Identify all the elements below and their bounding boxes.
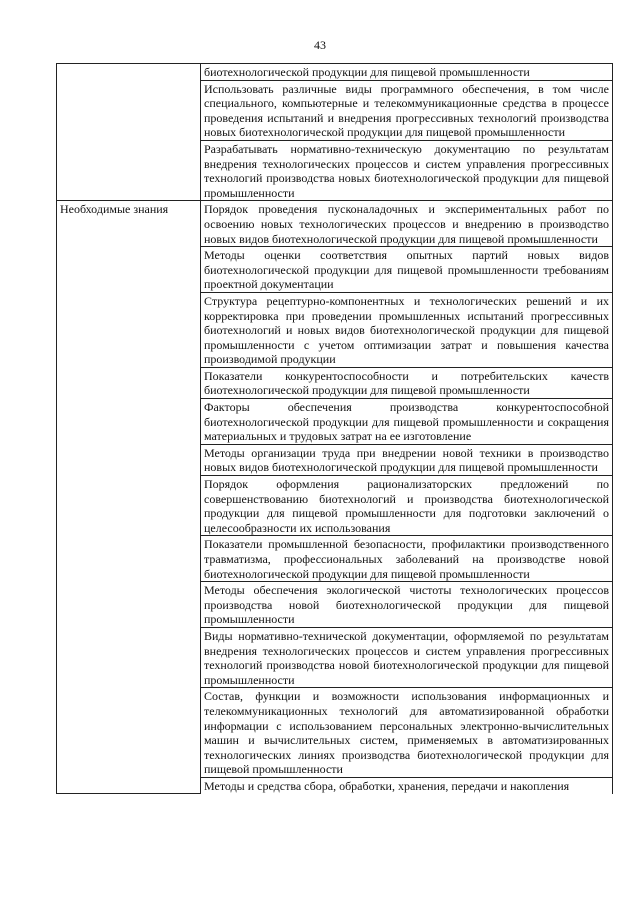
table-cell: Показатели конкурентоспособности и потребительских качеств биотехнологической продукции для пищевой промышленности bbox=[201, 367, 613, 398]
row-label-empty bbox=[57, 64, 201, 201]
table-cell: Методы обеспечения экологической чистоты технологических процессов производства новой биотехнологической продукции для пищевой промышленности bbox=[201, 582, 613, 628]
row-label-knowledge: Необходимые знания bbox=[57, 201, 201, 794]
table-cell: Виды нормативно-технической документации, оформляемой по результатам внедрения технологических процессов и систем управления прогрессивных технологий производства новой биотехнологической продукции для пищевой промышленности bbox=[201, 627, 613, 687]
table-cell: Показатели промышленной безопасности, профилактики производственного травматизма, профессиональных заболеваний на производстве новой биотехнологической продукции для пищевой промышленности bbox=[201, 536, 613, 582]
page-number: 43 bbox=[314, 38, 326, 52]
table-cell: Методы и средства сбора, обработки, хранения, передачи и накопления bbox=[201, 777, 613, 793]
table-cell: Факторы обеспечения производства конкурентоспособной биотехнологической продукции для пищевой промышленности и сокращения материальных и трудовых затрат на ее изготовление bbox=[201, 399, 613, 445]
table-cell: Порядок оформления рационализаторских предложений по совершенствованию биотехнологий и производства биотехнологической продукции для пищевой промышленности для подготовки заключений о целесообразности их использования bbox=[201, 476, 613, 536]
table-row bbox=[57, 64, 613, 81]
table-cell: Использовать различные виды программного обеспечения, в том числе специального, компьютерные и телекоммуникационные средства в процессе проведения испытаний и внедрения прогрессивных технологий производства новых биотехнологической продукции для пищевой промышленности bbox=[201, 80, 613, 140]
table-cell: Разрабатывать нормативно-техническую документацию по результатам внедрения технологических процессов и систем управления прогрессивных технологий производства новых биотехнологической продукции для пищевой промышленности bbox=[201, 140, 613, 200]
table-row bbox=[57, 201, 613, 247]
table-cell: Методы оценки соответствия опытных партий новых видов биотехнологической продукции для пищевой промышленности требованиям проектной документации bbox=[201, 247, 613, 293]
table-cell: биотехнологической продукции для пищевой промышленности bbox=[201, 64, 613, 81]
table-cell: Методы организации труда при внедрении новой техники в производство новых видов биотехнологической продукции для пищевой промышленности bbox=[201, 444, 613, 475]
table-cell: Структура рецептурно-компонентных и технологических решений и их корректировка при проведении промышленных испытаний прогрессивных биотехнологий и новых видов биотехнологической продукции для пищевой промышленности с учетом оптимизации затрат и повышения качества производимой продукции bbox=[201, 292, 613, 367]
table-cell: Порядок проведения пусконаладочных и экспериментальных работ по освоению новых технологических процессов и внедрению в производство новых видов биотехнологической продукции для пищевой промышленности bbox=[201, 201, 613, 247]
requirements-table bbox=[56, 63, 613, 794]
table-cell: Состав, функции и возможности использования информационных и телекоммуникационных технологий для автоматизированной обработки информации с использованием персональных электронно-вычислительных машин и вычислительных систем, применяемых в автоматизированных технологических линиях производства биотехнологической продукции для пищевой промышленности bbox=[201, 688, 613, 778]
